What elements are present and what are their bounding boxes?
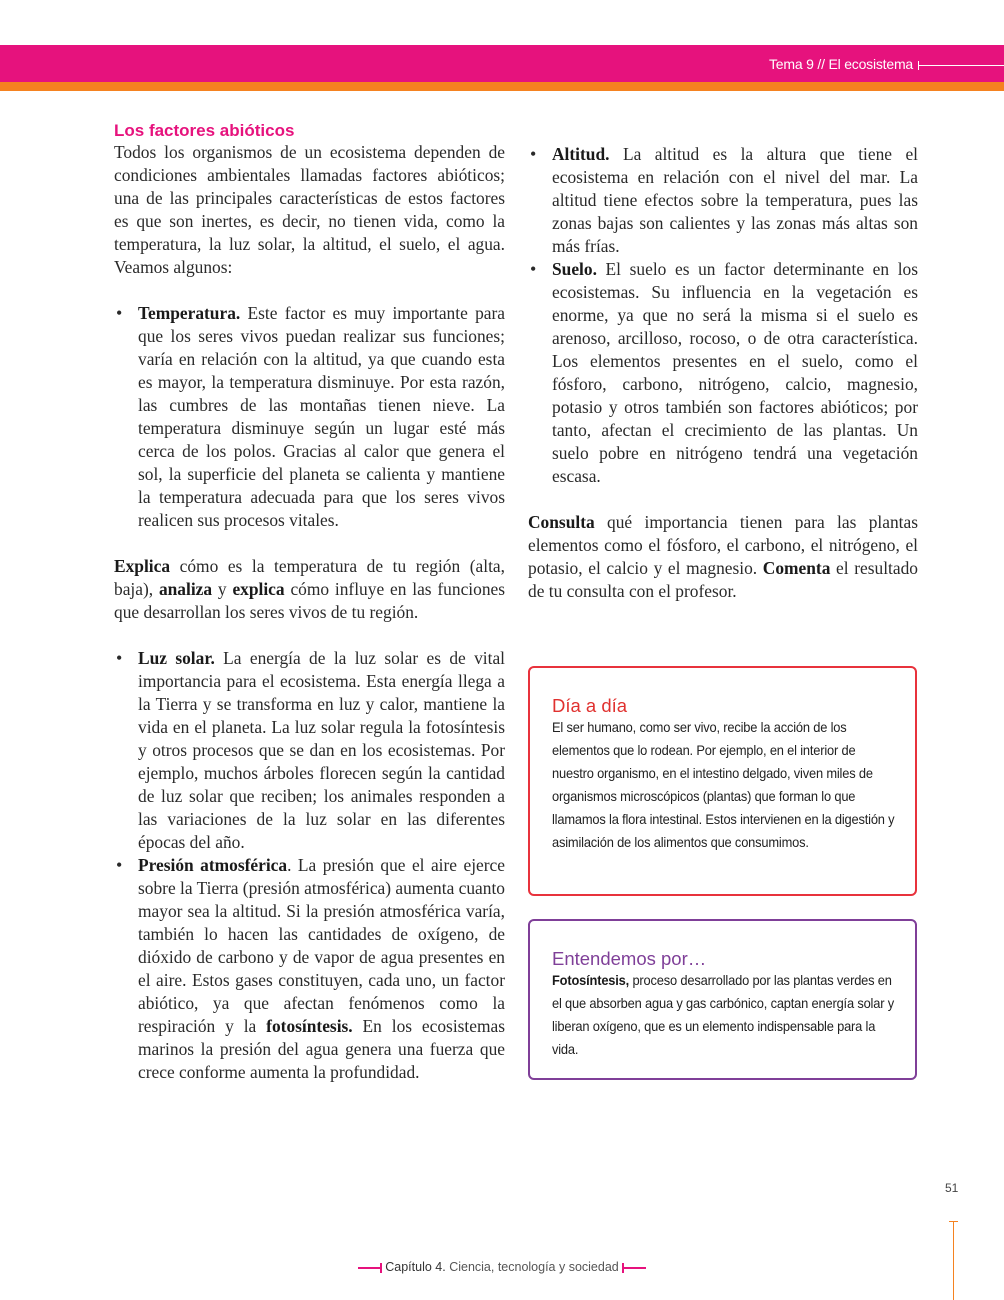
entendemos-term: Fotosíntesis, <box>552 972 630 988</box>
activity-verb-comenta: Comenta <box>762 558 831 578</box>
page-number: 51 <box>945 1181 959 1195</box>
list-item-presion <box>114 854 505 1084</box>
activity-verb-analiza: analiza <box>158 579 213 599</box>
consulta-paragraph <box>528 511 918 603</box>
activity-text-3: cómo influye en las funciones que desarrollan los seres vivos de tu región. <box>114 579 505 622</box>
text-temperatura: Este factor es muy importante para que los seres vivos puedan realizar sus funciones; varía en relación con la altitud, ya que cuando esta es mayor, la temperatura disminuye. Por esta razón, las cumbres de las montañas tienen nieve. La temperatura disminuye según un lugar esté más cerca de los polos. Gracias al calor que genera el sol, la superficie del planeta se calienta y mantiene la temperatura adecuada para que los seres vivos realicen sus procesos vitales. <box>138 303 505 530</box>
header-stripe <box>0 82 1004 91</box>
right-column <box>528 143 918 603</box>
activity-verb-explica-2: explica <box>232 579 285 599</box>
side-rule-tick <box>949 1221 958 1222</box>
activity-text-1: cómo es la temperatura de tu región (alta, baja), <box>114 556 505 599</box>
footer <box>0 1260 1004 1274</box>
list-item-suelo <box>528 258 918 488</box>
term-luz-solar: Luz solar. <box>138 648 215 668</box>
consulta-text-2: el resultado de tu consulta con el profesor. <box>528 558 918 601</box>
term-altitud: Altitud. <box>552 144 610 164</box>
entendemos-box <box>528 919 917 1080</box>
term-presion: Presión atmosférica <box>138 855 288 875</box>
dia-a-dia-box <box>528 666 917 896</box>
term-temperatura: Temperatura. <box>138 303 241 323</box>
footer-rule-left <box>358 1267 382 1269</box>
list-item-luz-solar <box>114 647 505 854</box>
intro-paragraph: Todos los organismos de un ecosistema dependen de condiciones ambientales llamadas factores abióticos; una de las principales características de estos factores es que son inertes, es decir, no tienen vida, como la temperatura, la luz solar, la altitud, el suelo, el agua. Veamos algunos: <box>114 142 505 277</box>
consulta-text-1: qué importancia tienen para las plantas elementos como el fósforo, el carbono, el nitrógeno, el potasio, el calcio y el magnesio. <box>528 512 918 578</box>
entendemos-title: Entendemos por… <box>552 948 707 969</box>
header-rule <box>918 65 1004 66</box>
list-item-temperatura <box>114 302 505 532</box>
activity-paragraph <box>114 555 505 624</box>
factor-list-right <box>528 143 918 488</box>
activity-verb-consulta: Consulta <box>528 512 595 532</box>
activity-verb-explica: Explica <box>114 556 171 576</box>
factor-list-left <box>114 302 505 532</box>
header-rule-tick <box>918 61 919 70</box>
text-presion-2: En los ecosistemas marinos la presión del agua genera una fuerza que crece conforme aumenta la profundidad. <box>138 1016 505 1082</box>
dia-a-dia-text: El ser humano, como ser vivo, recibe la acción de los elementos que lo rodean. Por ejemplo, en el interior de nuestro organismo, en el intestino delgado, viven miles de organismos microscópicos (plantas) que forman lo que llamamos la flora intestinal. Estos intervienen en la digestión y asimilación de los alimentos que consumimos. <box>552 719 895 850</box>
text-suelo: El suelo es un factor determinante en los ecosistemas. Su influencia en la vegetación es enorme, ya que no será la misma si el suelo es arenoso, arcilloso, rocoso, o de otra característica. Los elementos presentes en el suelo, como el fósforo, carbono, nitrógeno, calcio, magnesio, potasio y otros también son factores abióticos; por tanto, afectan el crecimiento de las plantas. Un suelo pobre en nitrógeno tendrá una vegetación escasa. <box>552 259 918 486</box>
term-suelo: Suelo. <box>552 259 597 279</box>
footer-chapter: Capítulo 4. <box>385 1260 446 1274</box>
section-heading: Los factores abióticos <box>114 121 295 140</box>
dia-a-dia-title: Día a día <box>552 695 628 716</box>
entendemos-definition: proceso desarrollado por las plantas verdes en el que absorben agua y gas carbónico, captan energía solar y liberan oxígeno, que es un elemento indispensable para la vida. <box>552 972 894 1057</box>
footer-subject: Ciencia, tecnología y sociedad <box>445 1260 619 1274</box>
activity-text-2: y <box>212 579 233 599</box>
list-item-altitud <box>528 143 918 258</box>
left-column <box>114 121 505 1084</box>
footer-rule-right <box>622 1267 646 1269</box>
entendemos-text <box>552 969 897 1061</box>
term-fotosintesis: fotosíntesis. <box>266 1016 353 1036</box>
factor-list-left-2 <box>114 647 505 1084</box>
running-header: Tema 9 // El ecosistema <box>768 56 913 72</box>
text-presion: . La presión que el aire ejerce sobre la Tierra (presión atmosférica) aumenta cuanto mayor sea la altitud. Si la presión atmosférica varía, también lo hacen las cantidades de oxígeno, de dióxido de carbono y de vapor de agua presentes en el aire. Estos gases constituyen, cada uno, un factor abiótico, ya que afectan fenómenos como la respiración y la <box>138 855 506 1036</box>
text-altitud: La altitud es la altura que tiene el ecosistema en relación con el nivel del mar. La altitud tiene efectos sobre la temperatura, pues las zonas bajas son calientes y las zonas más altas son más frías. <box>552 144 918 256</box>
text-luz-solar: La energía de la luz solar es de vital importancia para el ecosistema. Esta energía llega a la Tierra y se transforma en luz y calor, mantiene la vida en el planeta. La luz solar regula la fotosíntesis y otros procesos que se dan en los ecosistemas. Por ejemplo, muchos árboles florecen según la cantidad de luz solar que reciben; los animales responden a las variaciones de la luz solar en las diferentes épocas del año. <box>138 648 505 852</box>
